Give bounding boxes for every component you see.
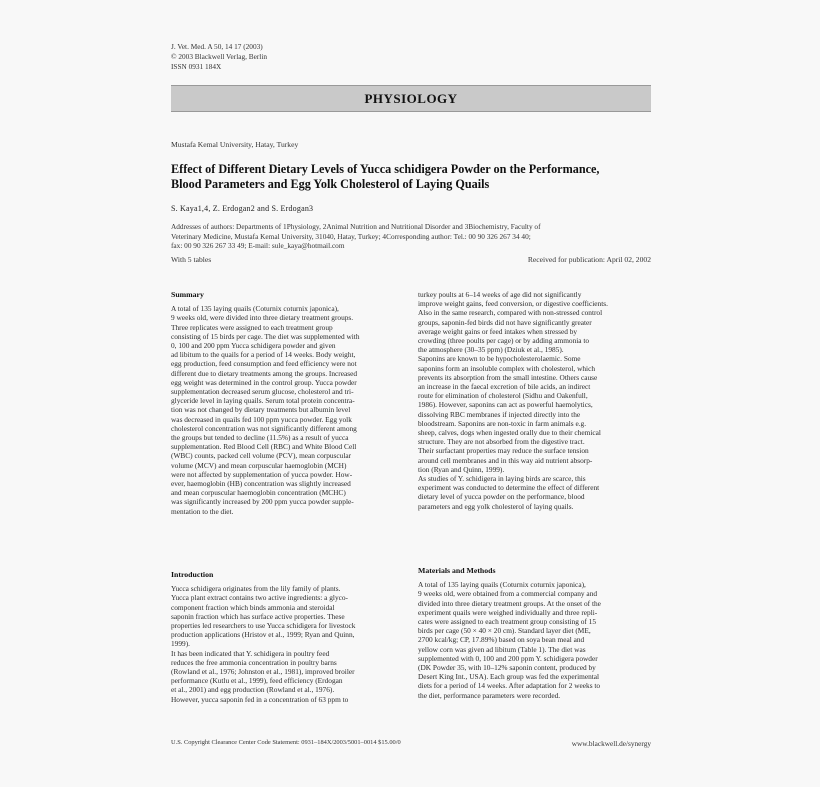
- text-line: tion was not changed by dietary treatments but albumin level: [171, 405, 351, 415]
- text-line: experiment was conducted to determine the effect of different: [418, 483, 600, 493]
- methods-body: [418, 580, 652, 700]
- journal-citation: J. Vet. Med. A 50, 14 17 (2003): [171, 42, 263, 51]
- text-line: yellow corn was given ad libitum (Table 1). The diet was: [418, 644, 586, 654]
- text-line: around cell membranes and in this way aid nutrient absorp-: [418, 455, 593, 465]
- text-line: Saponins are known to be hypocholesterolaemic. Some: [418, 354, 581, 364]
- text-line: A total of 135 laying quails (Coturnix coturnix japonica),: [171, 304, 339, 314]
- journal-header: [171, 42, 267, 72]
- text-line: diets for a period of 14 weeks. After adaptation for 2 weeks to: [418, 681, 601, 691]
- text-line: (DK Powder 35, with 10–12% saponin content, produced by: [418, 663, 596, 673]
- text-line: 9 weeks old, were obtained from a commercial company and: [418, 589, 598, 599]
- text-line: was significantly increased by 200 ppm yucca powder supple-: [171, 497, 354, 507]
- text-line: turkey poults at 6–14 weeks of age did not significantly: [418, 290, 582, 299]
- summary-heading: Summary: [171, 290, 204, 299]
- text-line: egg weight was determined in the control group. Yucca powder: [171, 377, 357, 387]
- text-line: Desert King Int., USA). Each group was fed the experimental: [418, 672, 600, 682]
- text-line: et al., 2001) and egg production (Rowland et al., 1976).: [171, 685, 335, 695]
- text-line: cholesterol concentration was not significantly different among: [171, 423, 357, 433]
- text-line: structure. They are not absorbed from the digestive tract.: [418, 437, 585, 447]
- section-banner-label: PHYSIOLOGY: [364, 91, 458, 106]
- affiliation: Mustafa Kemal University, Hatay, Turkey: [171, 140, 299, 149]
- text-line: divided into three dietary treatment groups. At the onset of the: [418, 598, 601, 608]
- introduction-heading: Introduction: [171, 570, 214, 579]
- text-line: egg production, feed consumption and feed efficiency were not: [171, 359, 357, 369]
- text-line: dietary level of yucca powder on the performance, blood: [418, 492, 585, 502]
- address-line: fax: 00 90 326 267 33 49; E-mail: sule_kaya@hotmail.com: [171, 241, 345, 250]
- text-line: improve weight gains, feed conversion, or digestive coefficients.: [418, 299, 608, 309]
- text-line: properties led researchers to use Yucca schidigera for livestock: [171, 621, 356, 631]
- text-line: 0, 100 and 200 ppm Yucca schidigera powder and given: [171, 341, 336, 351]
- text-line: was decreased in quails fed 100 ppm yucca powder. Egg yolk: [171, 414, 352, 424]
- text-line: dissolving RBC membranes if injected directly into the: [418, 409, 581, 419]
- text-line: Their surfactant properties may reduce the surface tension: [418, 446, 589, 456]
- text-line: volume (MCV) and mean corpuscular haemoglobin (MCH): [171, 460, 347, 470]
- publisher-url[interactable]: www.blackwell.de/synergy: [571, 739, 651, 748]
- title-line: Blood Parameters and Egg Yolk Cholesterol of Laying Quails: [171, 177, 490, 191]
- section-banner: [171, 85, 651, 112]
- text-line: were not affected by supplementation of yucca powder. How-: [171, 469, 353, 479]
- authors: S. Kaya1,4, Z. Erdogan2 and S. Erdogan3: [171, 204, 314, 213]
- text-line: experiment quails were weighed individually and three repli-: [418, 607, 598, 617]
- text-line: prevents its absorption from the small intestine. Others cause: [418, 372, 598, 382]
- text-line: supplemented with 0, 100 and 200 ppm Y. schidigera powder: [418, 653, 598, 663]
- copyright-code-statement: U.S. Copyright Clearance Center Code Statement: 0931–184X/2003/5001–0014 $15.00/0: [171, 739, 401, 746]
- text-line: Yucca plant extract contains two active ingredients: a glyco-: [171, 593, 348, 603]
- text-line: saponins form an insoluble complex with cholesterol, which: [418, 363, 596, 373]
- text-line: the diet, performance parameters were recorded.: [418, 690, 561, 700]
- methods-section: [418, 566, 652, 700]
- text-line: consisting of 15 birds per cage. The diet was supplemented with: [171, 331, 360, 341]
- text-line: crowding (three poults per cage) or by adding ammonia to: [418, 336, 590, 346]
- text-line: Three replicates were assigned to each treatment group: [171, 322, 333, 332]
- text-line: parameters and egg yolk cholesterol of laying quails.: [418, 501, 574, 511]
- summary-body: [171, 304, 405, 516]
- introduction-body: [171, 584, 405, 704]
- summary-section: [171, 290, 405, 516]
- copyright-line: © 2003 Blackwell Verlag, Berlin: [171, 52, 267, 61]
- introduction-section: [171, 570, 405, 704]
- text-line: 2700 kcal/kg; CP, 17.89%) based on soya bean meal and: [418, 635, 585, 645]
- text-line: saponin fraction which has surface active properties. These: [171, 611, 345, 621]
- text-line: performance (Kutlu et al., 1999), feed efficiency (Erdogan: [171, 676, 343, 686]
- text-line: It has been indicated that Y. schidigera in poultry feed: [171, 648, 330, 658]
- text-line: A total of 135 laying quails (Coturnix coturnix japonica),: [418, 580, 586, 590]
- text-line: Also in the same research, compared with non-stressed control: [418, 308, 603, 318]
- issn-line: ISSN 0931 184X: [171, 62, 222, 71]
- text-line: ad libitum to the quails for a period of 14 weeks. Body weight,: [171, 350, 356, 360]
- text-line: supplementation. Red Blood Cell (RBC) and White Blood Cell: [171, 442, 357, 452]
- text-line: an increase in the faecal excretion of bile acids, an indirect: [418, 382, 591, 392]
- text-line: Yucca schidigera originates from the lily family of plants.: [171, 584, 341, 594]
- text-line: the groups but tended to decline (11.5%) as a result of yucca: [171, 433, 349, 443]
- article-title: [171, 162, 656, 192]
- text-line: cates were assigned to each treatment group consisting of 15: [418, 617, 597, 627]
- text-line: component fraction which binds ammonia and steroidal: [171, 602, 335, 612]
- text-line: 9 weeks old, were divided into three dietary treatment groups.: [171, 313, 354, 323]
- text-line: bloodstream. Saponins are non-toxic in farm animals e.g.: [418, 418, 587, 428]
- text-line: different due to dietary treatments among the groups. Increased: [171, 368, 358, 378]
- intro-continuation: [418, 290, 652, 511]
- methods-heading: Materials and Methods: [418, 566, 496, 575]
- text-line: reduces the free ammonia concentration in poultry barns: [171, 657, 337, 667]
- tables-note: With 5 tables: [171, 255, 212, 264]
- text-line: birds per cage (50 × 40 × 20 cm). Standard layer diet (ME,: [418, 626, 591, 636]
- text-line: glyceride level in laying quails. Serum total protein concentra-: [171, 396, 355, 406]
- text-line: 1986). However, saponins can act as powerful haemolytics,: [418, 400, 593, 410]
- text-line: the atmosphere (30–35 ppm) (Dziuk et al., 1985).: [418, 345, 564, 355]
- text-line: sheep, calves, dogs when ingested orally due to their chemical: [418, 428, 601, 438]
- text-line: However, yucca saponin fed in a concentration of 63 ppm to: [171, 694, 349, 704]
- text-line: supplementation decreased serum glucose, cholesterol and tri-: [171, 387, 354, 397]
- received-date: Received for publication: April 02, 2002: [527, 255, 651, 264]
- text-line: route for elimination of cholesterol (Sidhu and Oakenfull,: [418, 391, 588, 401]
- intro-continuation-body: [418, 290, 652, 511]
- address-line: Veterinary Medicine, Mustafa Kemal University, 31040, Hatay, Turkey; 4Corresponding author: Tel.: 00 90 326 267 34 40;: [171, 231, 531, 241]
- address-line: Addresses of authors: Departments of 1Physiology, 2Animal Nutrition and Nutritional Disorder and 3Biochemistry, Faculty of: [171, 222, 541, 231]
- text-line: (WBC) counts, packed cell volume (PCV), mean corpuscular: [171, 451, 352, 461]
- text-line: 1999).: [171, 639, 190, 649]
- text-line: ever, haemoglobin (HB) concentration was slightly increased: [171, 479, 351, 489]
- text-line: As studies of Y. schidigera in laying birds are scarce, this: [418, 474, 586, 484]
- text-line: groups, saponin-fed birds did not have significantly greater: [418, 317, 592, 327]
- text-line: mentation to the diet.: [171, 506, 234, 516]
- text-line: and mean corpuscular haemoglobin concentration (MCHC): [171, 488, 346, 498]
- text-line: average weight gains or feed intakes when stressed by: [418, 326, 578, 336]
- title-line: Effect of Different Dietary Levels of Yucca schidigera Powder on the Performance,: [171, 162, 600, 176]
- author-addresses: [171, 222, 656, 251]
- text-line: (Rowland et al., 1976; Johnston et al., 1981), improved broiler: [171, 667, 355, 677]
- text-line: tion (Ryan and Quinn, 1999).: [418, 464, 505, 474]
- text-line: production applications (Hristov et al., 1999; Ryan and Quinn,: [171, 630, 355, 640]
